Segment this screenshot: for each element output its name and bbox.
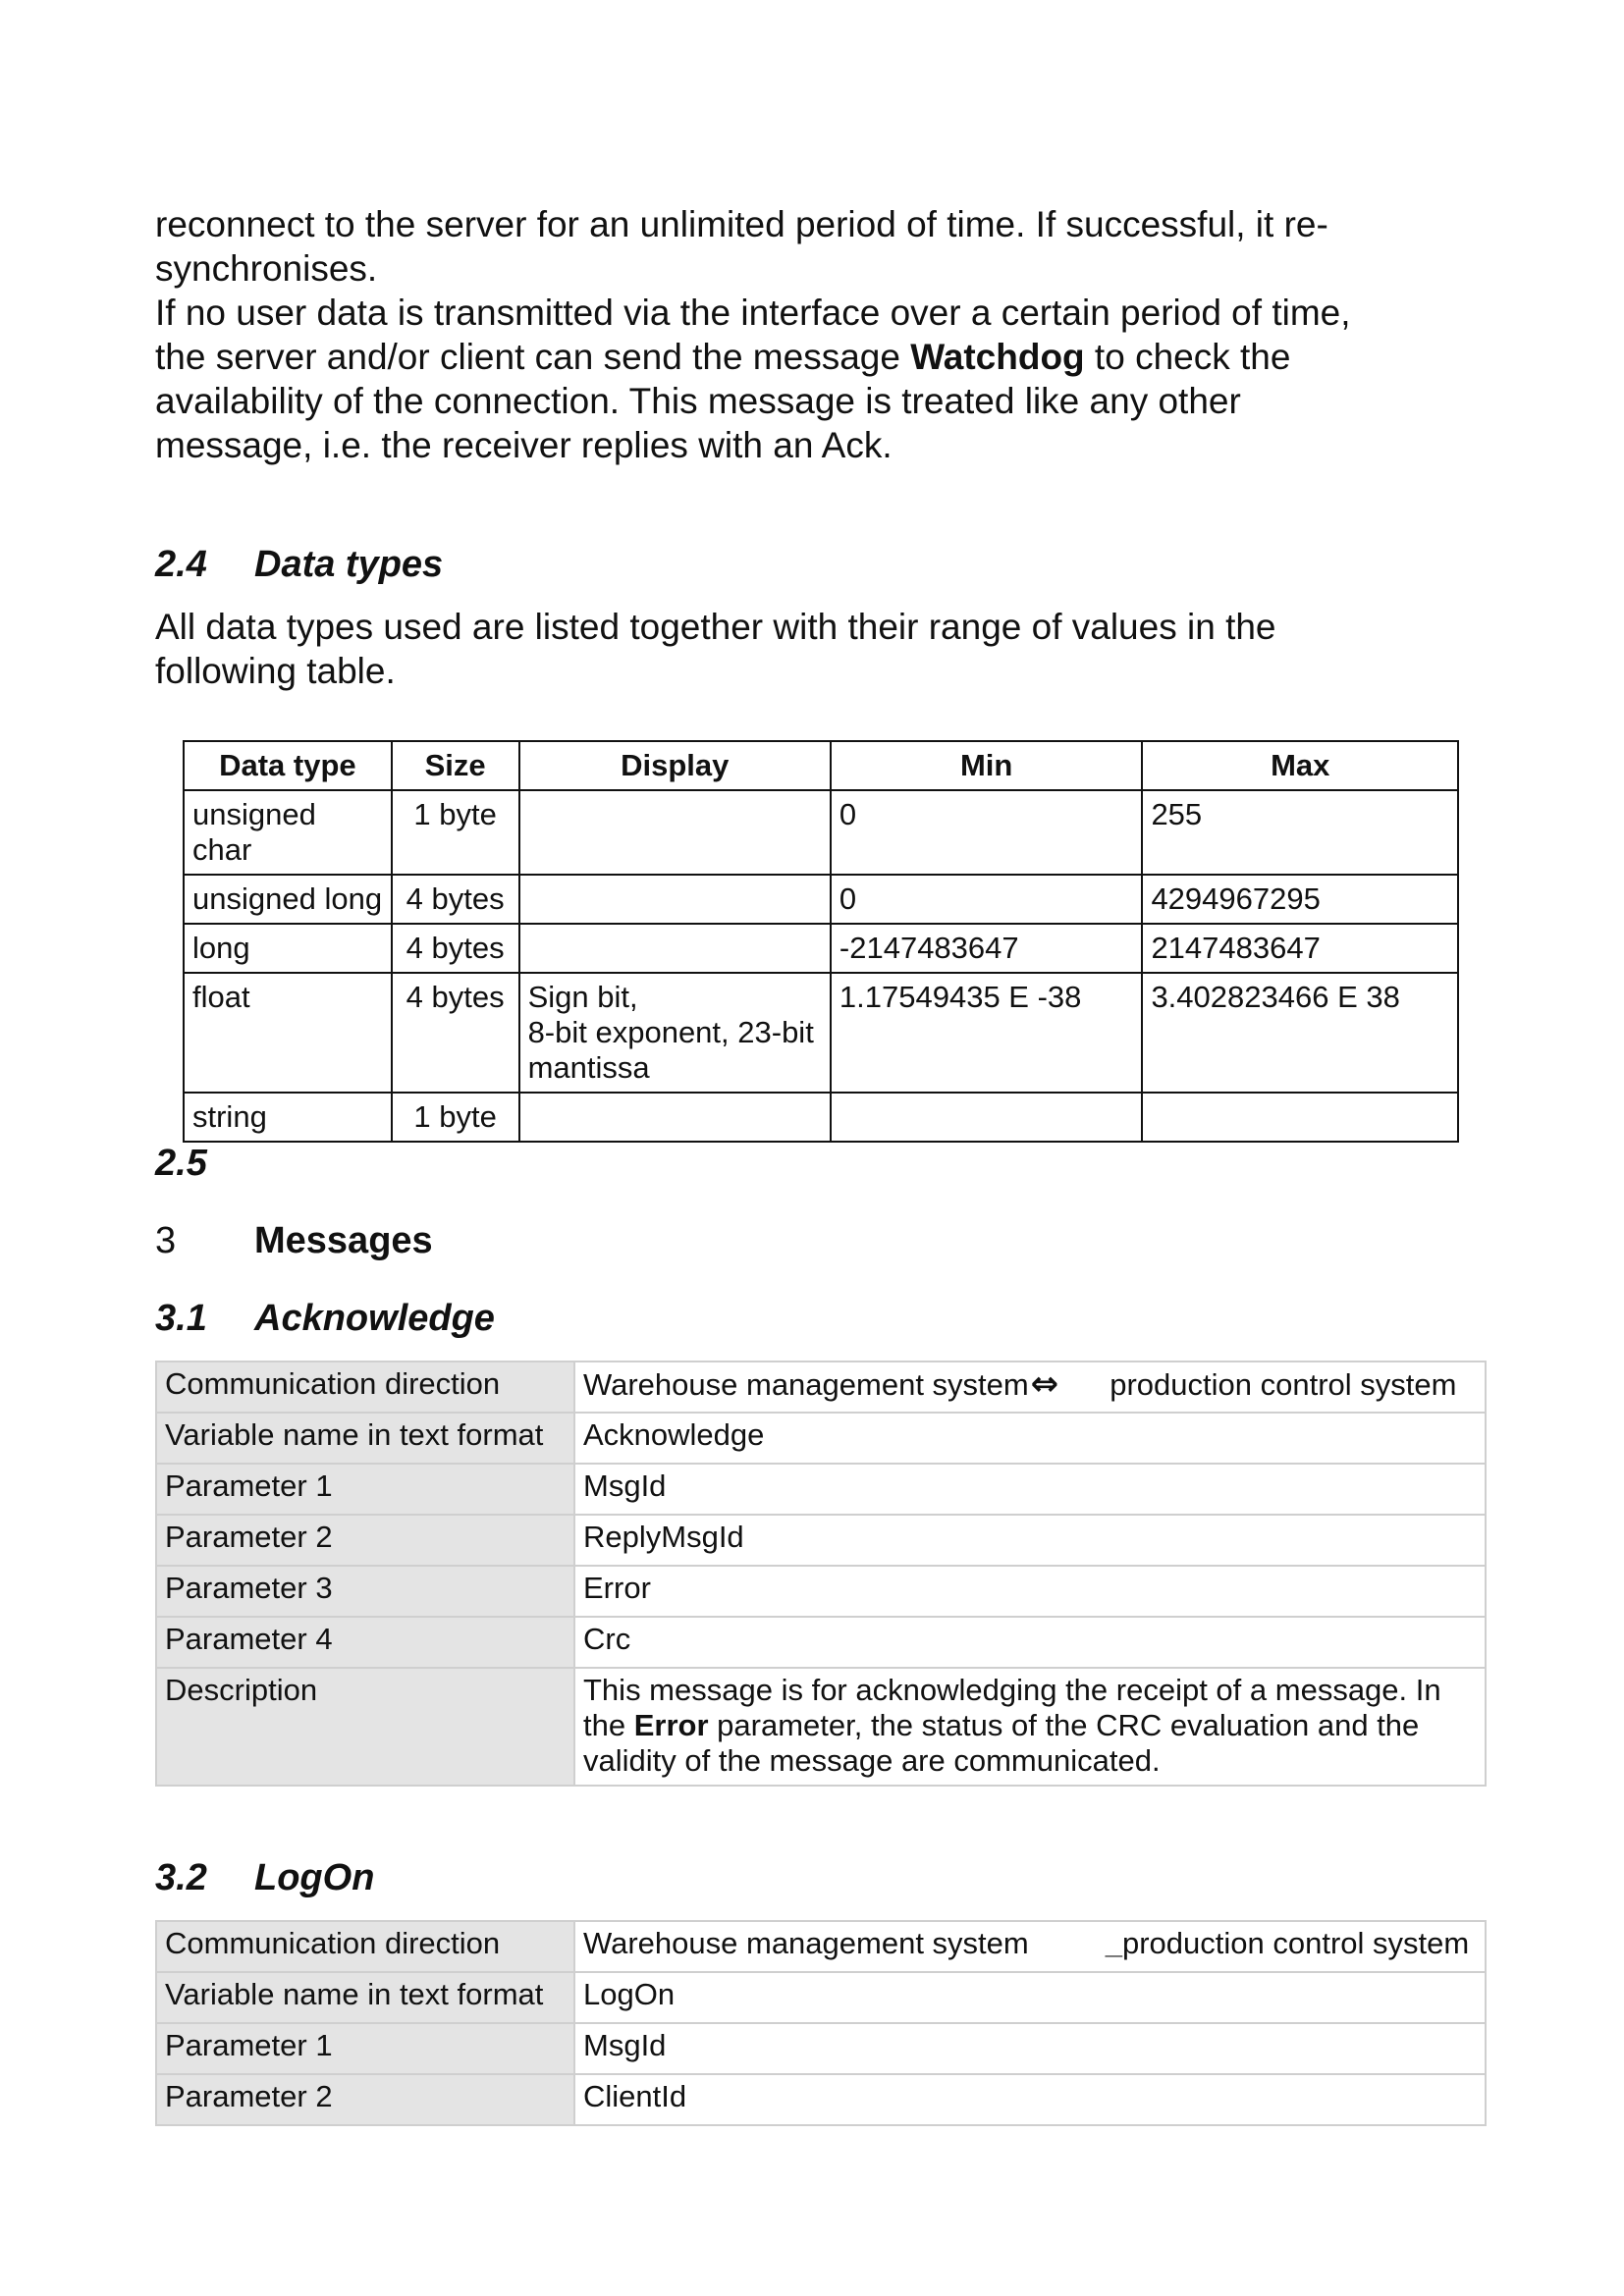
row-key: Communication direction [156, 1362, 574, 1413]
table-row [156, 2023, 1486, 2074]
section-heading-2-5 [155, 1143, 254, 1185]
table-cell: unsigned char [184, 790, 392, 875]
intro-line [155, 335, 1490, 379]
header-cell: Data type [184, 741, 392, 790]
table-row [184, 973, 1458, 1093]
display-line: 8-bit exponent, 23-bit [527, 1015, 814, 1049]
table-cell: 1.17549435 E -38 [831, 973, 1143, 1093]
table-cell: string [184, 1093, 392, 1142]
section-title: Acknowledge [254, 1298, 495, 1339]
text-span: parameter, the status of the CRC evaluation and the validity of the message are communicated. [583, 1708, 1420, 1778]
row-value: ClientId [574, 2074, 1486, 2125]
direction-to: production control system [1110, 1367, 1457, 1402]
table-cell [519, 1093, 831, 1142]
table-cell: 4 bytes [392, 875, 519, 924]
row-key: Variable name in text format [156, 1413, 574, 1464]
table-row [156, 1668, 1486, 1786]
row-key: Description [156, 1668, 574, 1786]
row-key: Parameter 2 [156, 1515, 574, 1566]
intro-line: If no user data is transmitted via the interface over a certain period of time, [155, 293, 1351, 333]
row-value: MsgId [574, 1464, 1486, 1515]
section-number: 3.1 [155, 1298, 207, 1339]
table-cell [1142, 1093, 1458, 1142]
direction-from: Warehouse management system [583, 1367, 1029, 1402]
error-term: Error [633, 1708, 709, 1742]
section-number: 2.5 [155, 1143, 207, 1184]
table-cell [519, 924, 831, 973]
table-row [184, 1093, 1458, 1142]
section-title: Messages [254, 1220, 433, 1261]
row-value: Error [574, 1566, 1486, 1617]
header-cell: Max [1142, 741, 1458, 790]
section-number: 2.4 [155, 544, 207, 585]
row-key: Variable name in text format [156, 1972, 574, 2023]
intro-line: synchronises. [155, 248, 378, 289]
header-cell: Size [392, 741, 519, 790]
table-row [156, 1362, 1486, 1413]
section-heading-3-2 [155, 1857, 374, 1899]
watchdog-term: Watchdog [910, 337, 1085, 377]
text-span: to check the [1084, 337, 1291, 377]
table-cell: 1 byte [392, 1093, 519, 1142]
row-value: Crc [574, 1617, 1486, 1668]
intro-line: message, i.e. the receiver replies with an Ack. [155, 425, 893, 465]
table-cell: 3.402823466 E 38 [1142, 973, 1458, 1093]
row-key: Parameter 2 [156, 2074, 574, 2125]
table-row [184, 875, 1458, 924]
table-header-row [184, 741, 1458, 790]
section-number: 3.2 [155, 1857, 207, 1898]
table-cell: 1 byte [392, 790, 519, 875]
logon-table [155, 1920, 1487, 2126]
table-row [156, 1413, 1486, 1464]
row-value [574, 1362, 1486, 1413]
header-cell: Min [831, 741, 1143, 790]
row-value: MsgId [574, 2023, 1486, 2074]
row-value [574, 1921, 1486, 1972]
section-heading-3 [155, 1220, 433, 1262]
table-cell: 2147483647 [1142, 924, 1458, 973]
row-value: ReplyMsgId [574, 1515, 1486, 1566]
section-title: Data types [254, 544, 444, 585]
table-cell: 0 [831, 875, 1143, 924]
section-number: 3 [155, 1220, 177, 1261]
row-key: Parameter 3 [156, 1566, 574, 1617]
table-cell: unsigned long [184, 875, 392, 924]
table-cell [519, 973, 831, 1093]
table-cell [831, 1093, 1143, 1142]
table-row [156, 1464, 1486, 1515]
intro-line: reconnect to the server for an unlimited period of time. If successful, it re- [155, 204, 1328, 244]
data-types-table [183, 740, 1459, 1143]
text-span: the server and/or client can send the message [155, 337, 911, 377]
section-title: LogOn [254, 1857, 375, 1898]
intro-line: availability of the connection. This message is treated like any other [155, 381, 1241, 421]
row-key: Communication direction [156, 1921, 574, 1972]
direction-to: production control system [1121, 1926, 1470, 1960]
table-row [156, 1617, 1486, 1668]
table-cell: long [184, 924, 392, 973]
table-cell: 255 [1142, 790, 1458, 875]
direction-from: Warehouse management system [583, 1926, 1029, 1960]
table-row [156, 1515, 1486, 1566]
text-span: This message is for acknowledging the receipt of a message. In the [583, 1673, 1441, 1742]
table-cell: -2147483647 [831, 924, 1143, 973]
row-key: Parameter 4 [156, 1617, 574, 1668]
table-row [156, 1566, 1486, 1617]
header-cell: Display [519, 741, 831, 790]
table-cell: 4 bytes [392, 973, 519, 1093]
table-cell [519, 875, 831, 924]
bidirectional-arrow-icon: ⇔ [1030, 1364, 1059, 1404]
table-row [156, 2074, 1486, 2125]
table-cell: float [184, 973, 392, 1093]
row-key: Parameter 1 [156, 1464, 574, 1515]
section-heading-3-1 [155, 1298, 495, 1340]
intro-paragraph [155, 202, 1490, 467]
body-line: following table. [155, 651, 396, 691]
table-cell [519, 790, 831, 875]
direction-arrow-icon: _ [1105, 1926, 1122, 1960]
row-value: LogOn [574, 1972, 1486, 2023]
table-cell: 0 [831, 790, 1143, 875]
table-row [156, 1921, 1486, 1972]
body-line: All data types used are listed together with their range of values in the [155, 607, 1276, 647]
table-row [184, 924, 1458, 973]
display-line: mantissa [527, 1050, 650, 1085]
table-cell: 4 bytes [392, 924, 519, 973]
table-row [184, 790, 1458, 875]
row-value-description [574, 1668, 1486, 1786]
section-heading-2-4 [155, 544, 443, 586]
acknowledge-table [155, 1361, 1487, 1787]
display-line: Sign bit, [527, 980, 638, 1014]
table-cell: 4294967295 [1142, 875, 1458, 924]
section-2-4-text [155, 605, 1490, 693]
row-value: Acknowledge [574, 1413, 1486, 1464]
row-key: Parameter 1 [156, 2023, 574, 2074]
table-row [156, 1972, 1486, 2023]
